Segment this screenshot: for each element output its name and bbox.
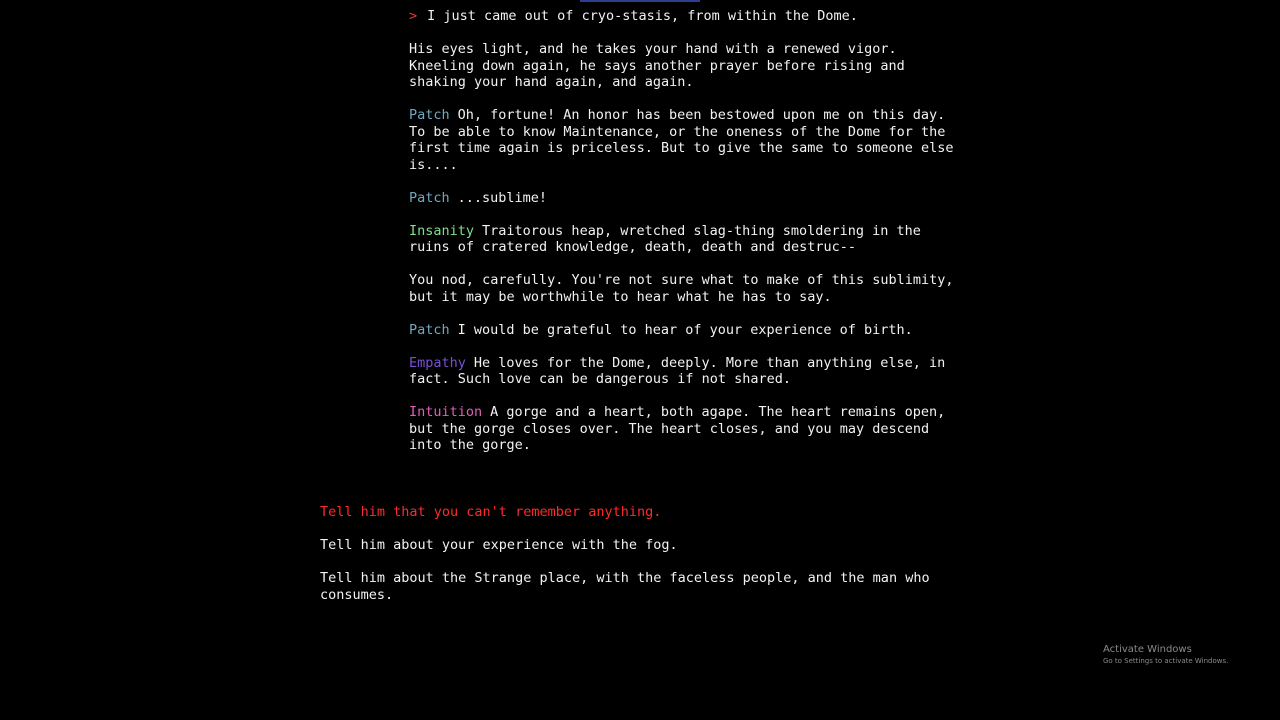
player-line — [409, 8, 954, 25]
activate-windows-watermark — [1103, 644, 1228, 666]
dialogue-patch-2 — [409, 190, 954, 207]
dialogue-text: I would be grateful to hear of your experience of birth. — [457, 321, 913, 338]
dialogue-patch-3 — [409, 322, 954, 339]
choice-list — [320, 504, 940, 620]
dialogue-text: Traitorous heap, wretched slag-thing smoldering in the ruins of cratered knowledge, death, death and destruc-- — [409, 222, 921, 255]
choice-strange-place[interactable]: Tell him about the Strange place, with the faceless people, and the man who consumes. — [320, 570, 930, 603]
player-line-text: I just came out of cryo-stasis, from within the Dome. — [427, 8, 858, 24]
dialogue-text: Oh, fortune! An honor has been bestowed upon me on this day. To be able to know Maintenance, or the oneness of the Dome for the first time again is priceless. But to give the same to someone else is.... — [409, 107, 954, 173]
dialogue-empathy — [409, 355, 954, 388]
speaker-patch: Patch — [409, 107, 450, 123]
speaker-empathy: Empathy — [409, 354, 466, 371]
dialogue-text: He loves for the Dome, deeply. More than anything else, in fact. Such love can be dangerous if not shared. — [409, 354, 946, 387]
choice-fog[interactable]: Tell him about your experience with the fog. — [320, 537, 678, 553]
watermark-title: Activate Windows — [1103, 644, 1192, 655]
watermark-subtitle: Go to Settings to activate Windows. — [1103, 657, 1229, 665]
dialogue-intuition — [409, 404, 954, 454]
dialogue-text: ...sublime! — [457, 189, 548, 206]
top-divider — [580, 0, 700, 2]
dialogue-patch-1 — [409, 107, 954, 173]
prompt-marker: > — [409, 8, 418, 24]
speaker-patch: Patch — [409, 321, 450, 338]
narration-1: His eyes light, and he takes your hand with a renewed vigor. Kneeling down again, he says another prayer before rising and shaking your hand again, and again. — [409, 41, 905, 90]
story-log — [409, 8, 954, 470]
choice-cant-remember[interactable]: Tell him that you can't remember anything. — [320, 504, 662, 520]
dialogue-text: A gorge and a heart, both agape. The heart remains open, but the gorge closes over. The heart closes, and you may descend into the gorge. — [409, 404, 946, 453]
dialogue-insanity — [409, 223, 954, 256]
speaker-intuition: Intuition — [409, 404, 483, 420]
narration-2: You nod, carefully. You're not sure what to make of this sublimity, but it may be worthwhile to hear what he has to say. — [409, 272, 954, 305]
speaker-insanity: Insanity — [409, 222, 475, 239]
speaker-patch: Patch — [409, 189, 450, 206]
